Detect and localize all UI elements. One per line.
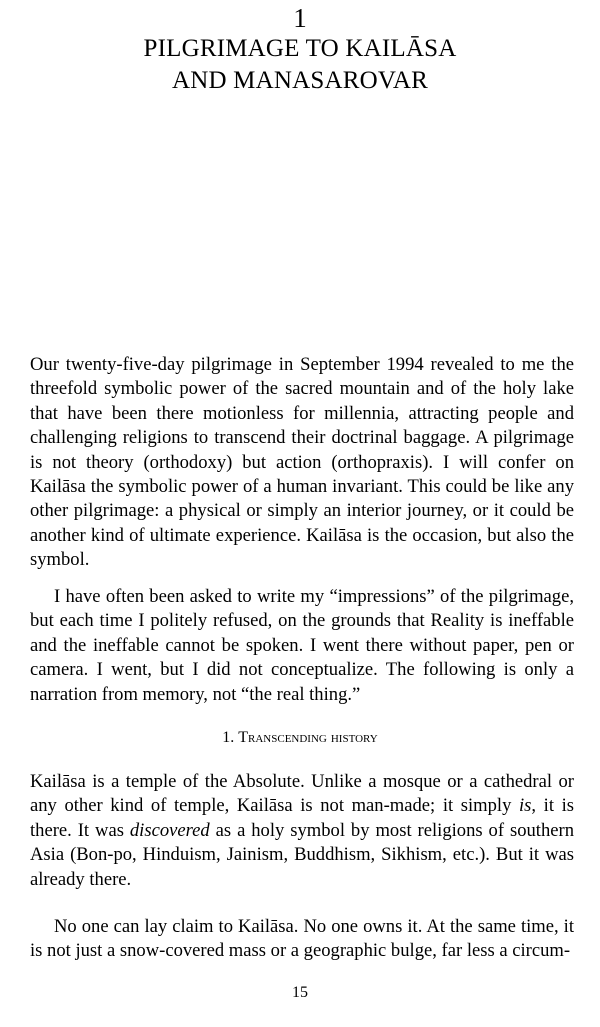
body-paragraph-1: Our twenty-five-day pilgrimage in September 1994 revealed to me the threefold symbolic power of the sacred mountain and of the holy lake that have been there motionless for millennia, attracting people and challenging religions to transcend their doctrinal baggage. A pilgrimage is not theory (orthodoxy) but action (orthopraxis). I will confer on Kailāsa the symbolic power of a human invariant. This could be like any other pilgrimage: a physical or simply an interior journey, or it could be another kind of ultimate experience. Kailāsa is the occasion, but also the symbol. bbox=[30, 354, 574, 571]
body-paragraph-4: No one can lay claim to Kailāsa. No one owns it. At the same time, it is not just a snow-covered mass or a geographic bulge, far less a circum- bbox=[30, 916, 574, 962]
para-3-emphasis-is: is bbox=[519, 795, 532, 817]
para-3-text-b: , it is there. It was bbox=[30, 795, 574, 841]
para-3-emphasis-discovered: discovered bbox=[129, 819, 210, 841]
chapter-number: 1 bbox=[293, 3, 307, 33]
body-paragraph-2: I have often been asked to write my “impressions” of the pilgrimage, but each time I politely refused, on the grounds that Reality is ineffable and the ineffable cannot be spoken. I went there without paper, pen or camera. I went, but I did not conceptualize. The following is only a narration from memory, not “the real thing.” bbox=[30, 586, 574, 705]
chapter-title-line-1: PILGRIMAGE TO KAILĀSA bbox=[143, 35, 457, 62]
section-number: 1. bbox=[222, 729, 239, 746]
chapter-title-line-2: AND MANASAROVAR bbox=[171, 67, 429, 94]
chapter-title bbox=[0, 33, 600, 97]
para-3-text-c: as a holy symbol by most religions of southern Asia (Bon-po, Hinduism, Jainism, Buddhism, Sikhism, etc.). But it was already there. bbox=[30, 819, 574, 890]
para-3-text-a: Kailāsa is a temple of the Absolute. Unlike a mosque or a cathedral or any other kind of temple, Kailāsa is not man-made; it simply bbox=[30, 771, 574, 817]
section-title: Transcending history bbox=[238, 729, 378, 746]
body-paragraph-3 bbox=[30, 770, 574, 892]
section-heading bbox=[0, 727, 600, 749]
page-number: 15 bbox=[292, 984, 308, 1001]
